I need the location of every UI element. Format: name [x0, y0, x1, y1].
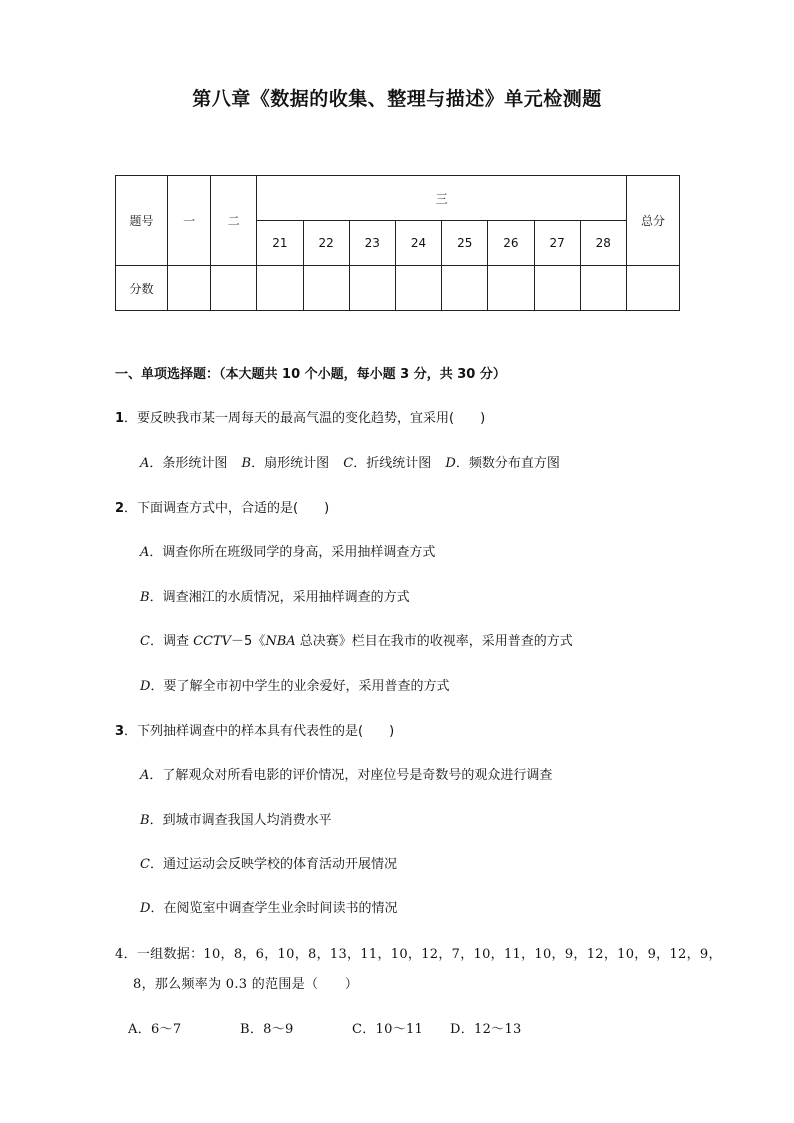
- score-cell: [626, 266, 679, 311]
- option-c: C．10～11: [352, 1022, 424, 1037]
- score-cell: [211, 266, 257, 311]
- question-3-option-b: [140, 809, 332, 828]
- question-4-line-1: 4．一组数据：10，8，6，10，8，13，11，10，12，7，10，11，10，9，12，10，9，12，9，: [115, 947, 722, 962]
- table-subheader-cell: 26: [488, 221, 534, 266]
- table-subheader-cell: 27: [534, 221, 580, 266]
- question-3-option-d: [140, 897, 397, 916]
- score-cell: [442, 266, 488, 311]
- score-cell: [303, 266, 349, 311]
- question-3-option-a: [140, 764, 552, 783]
- option-letter: C: [140, 634, 150, 649]
- question-1-options: [140, 452, 560, 471]
- option-letter: A: [140, 768, 150, 783]
- option-text: ．在阅览室中调查学生业余时间读书的情况: [150, 901, 398, 916]
- question-2-option-c: [140, 630, 573, 649]
- question-2: [115, 497, 329, 516]
- option-text: －5《: [231, 634, 266, 649]
- option-letter: C: [343, 456, 354, 471]
- question-number: 3: [115, 724, 125, 739]
- question-text: ．下列抽样调查中的样本具有代表性的是( ): [124, 724, 395, 739]
- option-text: ．调查湘江的水质情况，采用抽样调查的方式: [149, 590, 410, 605]
- score-cell: [580, 266, 626, 311]
- score-cell: [349, 266, 395, 311]
- question-2-option-b: [140, 586, 410, 605]
- option-text: ．了解观众对所看电影的评价情况，对座位号是奇数号的观众进行调查: [149, 768, 553, 783]
- question-2-option-d: [140, 675, 449, 694]
- option-letter: B: [241, 456, 252, 471]
- option-text: NBA: [265, 634, 296, 649]
- page-title: 第八章《数据的收集、整理与描述》单元检测题: [192, 88, 602, 110]
- question-2-option-a: [140, 541, 435, 560]
- option-text: CCTV: [193, 634, 232, 649]
- question-4-options: [128, 1018, 522, 1037]
- table-subheader-cell: 28: [580, 221, 626, 266]
- question-3: [115, 720, 394, 739]
- score-cell: [257, 266, 303, 311]
- option-text: ．频数分布直方图: [455, 456, 560, 471]
- table-header-label: 题号: [116, 176, 168, 266]
- option-d: D．12～13: [450, 1022, 522, 1037]
- option-b: B．8～9: [240, 1022, 294, 1037]
- table-subheader-cell: 23: [349, 221, 395, 266]
- option-letter: C: [140, 857, 150, 872]
- option-a: A．6～7: [128, 1022, 182, 1037]
- table-header-total: 总分: [626, 176, 679, 266]
- option-letter: A: [140, 456, 150, 471]
- table-subheader-cell: 21: [257, 221, 303, 266]
- option-letter: D: [445, 456, 456, 471]
- option-letter: D: [140, 901, 151, 916]
- option-text: ．扇形统计图: [251, 456, 330, 471]
- score-cell: [395, 266, 441, 311]
- question-number: 1: [115, 411, 125, 426]
- question-1: [115, 407, 485, 426]
- option-text: ．要了解全市初中学生的业余爱好，采用普查的方式: [150, 679, 450, 694]
- question-4-line-2: 8，那么频率为 0.3 的范围是（ ）: [133, 977, 359, 992]
- table-subheader-cell: 22: [303, 221, 349, 266]
- question-3-option-c: [140, 853, 397, 872]
- option-text: 总决赛》栏目在我市的收视率，采用普查的方式: [295, 634, 573, 649]
- option-text: ．调查你所在班级同学的身高，采用抽样调查方式: [149, 545, 436, 560]
- score-table: [115, 175, 680, 311]
- score-cell: [534, 266, 580, 311]
- table-header-part-three: 三: [257, 176, 627, 221]
- question-text: ．下面调查方式中，合适的是( ): [124, 501, 330, 516]
- section-heading: 一、单项选择题：（本大题共 10 个小题，每小题 3 分，共 30 分）: [115, 367, 506, 382]
- option-letter: B: [140, 590, 150, 605]
- table-header-part-two: 二: [211, 176, 257, 266]
- table-score-label: 分数: [116, 266, 168, 311]
- table-header-part-one: 一: [167, 176, 210, 266]
- option-text: ．调查: [149, 634, 194, 649]
- question-number: 2: [115, 501, 125, 516]
- option-text: ．到城市调查我国人均消费水平: [149, 813, 332, 828]
- question-text: ．要反映我市某一周每天的最高气温的变化趋势，宜采用( ): [124, 411, 486, 426]
- table-subheader-cell: 24: [395, 221, 441, 266]
- option-letter: A: [140, 545, 150, 560]
- option-letter: D: [140, 679, 151, 694]
- option-text: ．条形统计图: [149, 456, 228, 471]
- option-letter: B: [140, 813, 150, 828]
- table-subheader-cell: 25: [442, 221, 488, 266]
- option-text: ．折线统计图: [353, 456, 432, 471]
- score-cell: [167, 266, 210, 311]
- score-cell: [488, 266, 534, 311]
- option-text: ．通过运动会反映学校的体育活动开展情况: [149, 857, 397, 872]
